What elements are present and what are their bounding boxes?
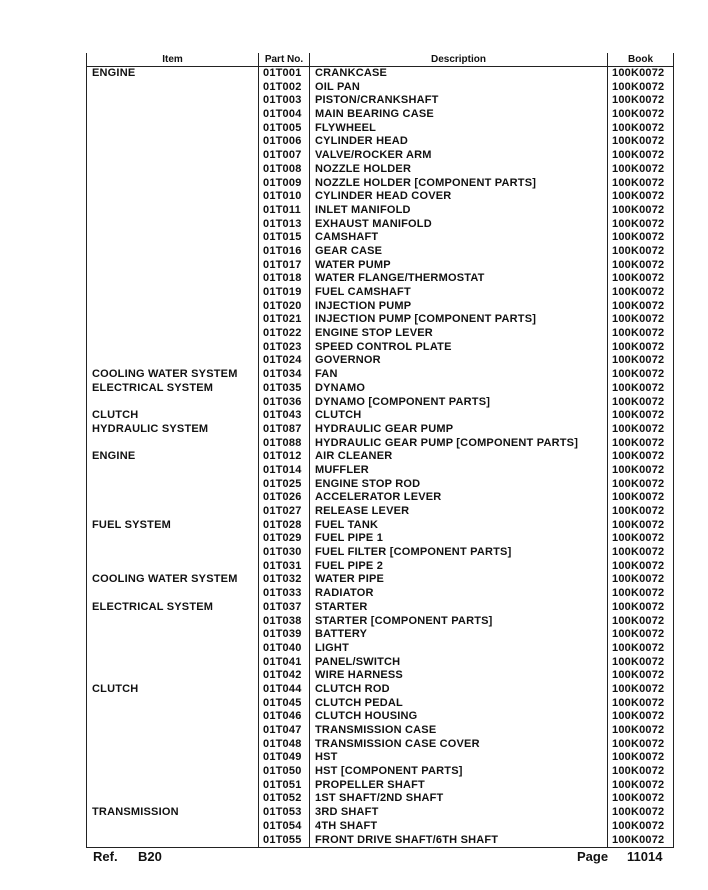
header-item: Item [87,53,259,67]
header-part-no: Part No. [259,53,310,67]
table-row [87,792,674,806]
table-row [87,231,674,245]
item-cell [87,163,259,177]
part-no-cell: 01T053 [259,806,310,820]
item-cell [87,724,259,738]
part-no-cell: 01T010 [259,190,310,204]
table-row [87,368,674,382]
part-no-cell: 01T005 [259,122,310,136]
book-cell: 100K0072 [608,656,674,670]
book-cell: 100K0072 [608,368,674,382]
table-row [87,382,674,396]
description-cell: PROPELLER SHAFT [310,779,608,793]
description-cell: STARTER [310,601,608,615]
item-cell [87,779,259,793]
book-cell: 100K0072 [608,710,674,724]
table-row [87,286,674,300]
book-cell: 100K0072 [608,190,674,204]
description-cell: LIGHT [310,642,608,656]
table-row [87,751,674,765]
part-no-cell: 01T035 [259,382,310,396]
item-cell [87,327,259,341]
book-cell: 100K0072 [608,779,674,793]
table-row [87,450,674,464]
description-cell: HYDRAULIC GEAR PUMP [COMPONENT PARTS] [310,437,608,451]
book-cell: 100K0072 [608,245,674,259]
item-cell [87,656,259,670]
item-cell [87,218,259,232]
item-cell [87,204,259,218]
item-cell [87,149,259,163]
part-no-cell: 01T044 [259,683,310,697]
table-row [87,532,674,546]
description-cell: PANEL/SWITCH [310,656,608,670]
description-cell: FLYWHEEL [310,122,608,136]
description-cell: HST [310,751,608,765]
table-row [87,218,674,232]
parts-table [86,53,674,848]
part-no-cell: 01T034 [259,368,310,382]
table-row [87,94,674,108]
description-cell: WATER PUMP [310,259,608,273]
part-no-cell: 01T049 [259,751,310,765]
part-no-cell: 01T019 [259,286,310,300]
part-no-cell: 01T050 [259,765,310,779]
table-row [87,738,674,752]
part-no-cell: 01T007 [259,149,310,163]
table-row [87,177,674,191]
table-row [87,437,674,451]
table-row [87,519,674,533]
table-row [87,779,674,793]
table-row [87,464,674,478]
table-row [87,122,674,136]
part-no-cell: 01T046 [259,710,310,724]
table-row [87,560,674,574]
item-cell: ENGINE [87,67,259,81]
item-cell [87,135,259,149]
description-cell: RADIATOR [310,587,608,601]
table-row [87,724,674,738]
page-label: Page [577,849,609,864]
description-cell: BATTERY [310,628,608,642]
table-row [87,327,674,341]
description-cell: FUEL PIPE 2 [310,560,608,574]
part-no-cell: 01T042 [259,669,310,683]
table-row [87,190,674,204]
table-row [87,601,674,615]
description-cell: FAN [310,368,608,382]
part-no-cell: 01T048 [259,738,310,752]
part-no-cell: 01T026 [259,491,310,505]
description-cell: DYNAMO [COMPONENT PARTS] [310,396,608,410]
table-row [87,546,674,560]
part-no-cell: 01T036 [259,396,310,410]
book-cell: 100K0072 [608,628,674,642]
description-cell: EXHAUST MANIFOLD [310,218,608,232]
book-cell: 100K0072 [608,300,674,314]
table-row [87,683,674,697]
table-row [87,587,674,601]
item-cell [87,272,259,286]
page-number: 11014 [627,849,663,864]
page-footer [93,849,668,867]
table-row [87,505,674,519]
description-cell: INJECTION PUMP [COMPONENT PARTS] [310,313,608,327]
book-cell: 100K0072 [608,259,674,273]
book-cell: 100K0072 [608,738,674,752]
book-cell: 100K0072 [608,108,674,122]
description-cell: OIL PAN [310,81,608,95]
description-cell: CYLINDER HEAD [310,135,608,149]
description-cell: 1ST SHAFT/2ND SHAFT [310,792,608,806]
part-no-cell: 01T025 [259,478,310,492]
header-book: Book [608,53,674,67]
part-no-cell: 01T037 [259,601,310,615]
part-no-cell: 01T039 [259,628,310,642]
book-cell: 100K0072 [608,834,674,848]
part-no-cell: 01T011 [259,204,310,218]
item-cell [87,697,259,711]
description-cell: WIRE HARNESS [310,669,608,683]
part-no-cell: 01T017 [259,259,310,273]
part-no-cell: 01T043 [259,409,310,423]
description-cell: CLUTCH ROD [310,683,608,697]
table-row [87,423,674,437]
item-cell: CLUTCH [87,683,259,697]
table-row [87,669,674,683]
table-row [87,656,674,670]
description-cell: GEAR CASE [310,245,608,259]
item-cell [87,669,259,683]
item-cell [87,108,259,122]
book-cell: 100K0072 [608,81,674,95]
item-cell: COOLING WATER SYSTEM [87,573,259,587]
part-no-cell: 01T032 [259,573,310,587]
book-cell: 100K0072 [608,177,674,191]
description-cell: TRANSMISSION CASE [310,724,608,738]
item-cell: FUEL SYSTEM [87,519,259,533]
table-row [87,272,674,286]
description-cell: 4TH SHAFT [310,820,608,834]
book-cell: 100K0072 [608,354,674,368]
description-cell: CAMSHAFT [310,231,608,245]
book-cell: 100K0072 [608,341,674,355]
part-no-cell: 01T016 [259,245,310,259]
description-cell: FUEL TANK [310,519,608,533]
description-cell: PISTON/CRANKSHAFT [310,94,608,108]
table-row [87,163,674,177]
part-no-cell: 01T015 [259,231,310,245]
book-cell: 100K0072 [608,491,674,505]
description-cell: MUFFLER [310,464,608,478]
book-cell: 100K0072 [608,450,674,464]
book-cell: 100K0072 [608,546,674,560]
part-no-cell: 01T018 [259,272,310,286]
item-cell [87,286,259,300]
book-cell: 100K0072 [608,478,674,492]
part-no-cell: 01T008 [259,163,310,177]
description-cell: HST [COMPONENT PARTS] [310,765,608,779]
part-no-cell: 01T030 [259,546,310,560]
table-row [87,806,674,820]
part-no-cell: 01T003 [259,94,310,108]
book-cell: 100K0072 [608,313,674,327]
book-cell: 100K0072 [608,519,674,533]
description-cell: CLUTCH [310,409,608,423]
table-row [87,108,674,122]
book-cell: 100K0072 [608,532,674,546]
item-cell [87,478,259,492]
description-cell: ENGINE STOP ROD [310,478,608,492]
part-no-cell: 01T022 [259,327,310,341]
item-cell: HYDRAULIC SYSTEM [87,423,259,437]
item-cell [87,341,259,355]
item-cell [87,546,259,560]
description-cell: FRONT DRIVE SHAFT/6TH SHAFT [310,834,608,848]
book-cell: 100K0072 [608,601,674,615]
book-cell: 100K0072 [608,820,674,834]
item-cell [87,792,259,806]
item-cell [87,464,259,478]
item-cell [87,190,259,204]
part-no-cell: 01T024 [259,354,310,368]
book-cell: 100K0072 [608,806,674,820]
header-description: Description [310,53,608,67]
book-cell: 100K0072 [608,765,674,779]
item-cell: TRANSMISSION [87,806,259,820]
book-cell: 100K0072 [608,122,674,136]
table-row [87,341,674,355]
table-row [87,491,674,505]
table-row [87,313,674,327]
part-no-cell: 01T002 [259,81,310,95]
item-cell [87,710,259,724]
table-row [87,300,674,314]
part-no-cell: 01T047 [259,724,310,738]
table-row [87,642,674,656]
table-header-row [87,53,674,67]
ref-value: B20 [138,849,162,864]
parts-index-sheet [86,53,673,848]
book-cell: 100K0072 [608,396,674,410]
item-cell [87,587,259,601]
part-no-cell: 01T020 [259,300,310,314]
item-cell: ELECTRICAL SYSTEM [87,601,259,615]
part-no-cell: 01T045 [259,697,310,711]
table-row [87,204,674,218]
description-cell: NOZZLE HOLDER [310,163,608,177]
item-cell [87,300,259,314]
book-cell: 100K0072 [608,573,674,587]
table-row [87,409,674,423]
part-no-cell: 01T041 [259,656,310,670]
book-cell: 100K0072 [608,724,674,738]
item-cell [87,628,259,642]
part-no-cell: 01T028 [259,519,310,533]
description-cell: SPEED CONTROL PLATE [310,341,608,355]
part-no-cell: 01T021 [259,313,310,327]
description-cell: RELEASE LEVER [310,505,608,519]
parts-table-body [87,67,674,848]
table-row [87,628,674,642]
description-cell: CYLINDER HEAD COVER [310,190,608,204]
item-cell [87,313,259,327]
book-cell: 100K0072 [608,409,674,423]
book-cell: 100K0072 [608,163,674,177]
part-no-cell: 01T009 [259,177,310,191]
part-no-cell: 01T054 [259,820,310,834]
part-no-cell: 01T055 [259,834,310,848]
table-row [87,478,674,492]
item-cell [87,231,259,245]
ref-label: Ref. [93,849,118,864]
item-cell [87,177,259,191]
book-cell: 100K0072 [608,642,674,656]
table-row [87,67,674,81]
item-cell [87,245,259,259]
description-cell: WATER PIPE [310,573,608,587]
part-no-cell: 01T027 [259,505,310,519]
part-no-cell: 01T033 [259,587,310,601]
item-cell [87,738,259,752]
item-cell: CLUTCH [87,409,259,423]
table-row [87,820,674,834]
part-no-cell: 01T014 [259,464,310,478]
book-cell: 100K0072 [608,218,674,232]
item-cell [87,820,259,834]
item-cell [87,396,259,410]
part-no-cell: 01T040 [259,642,310,656]
book-cell: 100K0072 [608,587,674,601]
item-cell [87,505,259,519]
description-cell: GOVERNOR [310,354,608,368]
part-no-cell: 01T038 [259,615,310,629]
table-row [87,573,674,587]
description-cell: FUEL PIPE 1 [310,532,608,546]
item-cell [87,354,259,368]
book-cell: 100K0072 [608,231,674,245]
item-cell [87,560,259,574]
book-cell: 100K0072 [608,464,674,478]
book-cell: 100K0072 [608,423,674,437]
book-cell: 100K0072 [608,286,674,300]
item-cell [87,491,259,505]
table-row [87,834,674,848]
part-no-cell: 01T012 [259,450,310,464]
book-cell: 100K0072 [608,149,674,163]
description-cell: TRANSMISSION CASE COVER [310,738,608,752]
description-cell: INLET MANIFOLD [310,204,608,218]
book-cell: 100K0072 [608,67,674,81]
description-cell: CRANKCASE [310,67,608,81]
item-cell [87,122,259,136]
description-cell: VALVE/ROCKER ARM [310,149,608,163]
table-row [87,259,674,273]
book-cell: 100K0072 [608,505,674,519]
part-no-cell: 01T052 [259,792,310,806]
table-row [87,615,674,629]
book-cell: 100K0072 [608,135,674,149]
description-cell: STARTER [COMPONENT PARTS] [310,615,608,629]
part-no-cell: 01T031 [259,560,310,574]
description-cell: HYDRAULIC GEAR PUMP [310,423,608,437]
description-cell: AIR CLEANER [310,450,608,464]
item-cell [87,94,259,108]
description-cell: 3RD SHAFT [310,806,608,820]
book-cell: 100K0072 [608,792,674,806]
book-cell: 100K0072 [608,669,674,683]
description-cell: NOZZLE HOLDER [COMPONENT PARTS] [310,177,608,191]
table-row [87,81,674,95]
table-row [87,765,674,779]
description-cell: FUEL FILTER [COMPONENT PARTS] [310,546,608,560]
part-no-cell: 01T088 [259,437,310,451]
table-row [87,245,674,259]
book-cell: 100K0072 [608,751,674,765]
book-cell: 100K0072 [608,94,674,108]
table-row [87,710,674,724]
item-cell [87,751,259,765]
description-cell: WATER FLANGE/THERMOSTAT [310,272,608,286]
item-cell: ENGINE [87,450,259,464]
item-cell: ELECTRICAL SYSTEM [87,382,259,396]
part-no-cell: 01T029 [259,532,310,546]
book-cell: 100K0072 [608,437,674,451]
item-cell [87,615,259,629]
item-cell [87,437,259,451]
table-row [87,354,674,368]
item-cell: COOLING WATER SYSTEM [87,368,259,382]
part-no-cell: 01T006 [259,135,310,149]
item-cell [87,834,259,848]
book-cell: 100K0072 [608,204,674,218]
part-no-cell: 01T051 [259,779,310,793]
book-cell: 100K0072 [608,327,674,341]
part-no-cell: 01T004 [259,108,310,122]
description-cell: INJECTION PUMP [310,300,608,314]
description-cell: DYNAMO [310,382,608,396]
item-cell [87,532,259,546]
item-cell [87,765,259,779]
part-no-cell: 01T013 [259,218,310,232]
description-cell: ACCELERATOR LEVER [310,491,608,505]
book-cell: 100K0072 [608,683,674,697]
part-no-cell: 01T087 [259,423,310,437]
book-cell: 100K0072 [608,272,674,286]
part-no-cell: 01T023 [259,341,310,355]
description-cell: FUEL CAMSHAFT [310,286,608,300]
book-cell: 100K0072 [608,560,674,574]
table-row [87,396,674,410]
book-cell: 100K0072 [608,697,674,711]
item-cell [87,259,259,273]
part-no-cell: 01T001 [259,67,310,81]
book-cell: 100K0072 [608,382,674,396]
description-cell: MAIN BEARING CASE [310,108,608,122]
item-cell [87,642,259,656]
description-cell: ENGINE STOP LEVER [310,327,608,341]
description-cell: CLUTCH PEDAL [310,697,608,711]
item-cell [87,81,259,95]
table-row [87,135,674,149]
table-row [87,697,674,711]
book-cell: 100K0072 [608,615,674,629]
description-cell: CLUTCH HOUSING [310,710,608,724]
table-row [87,149,674,163]
